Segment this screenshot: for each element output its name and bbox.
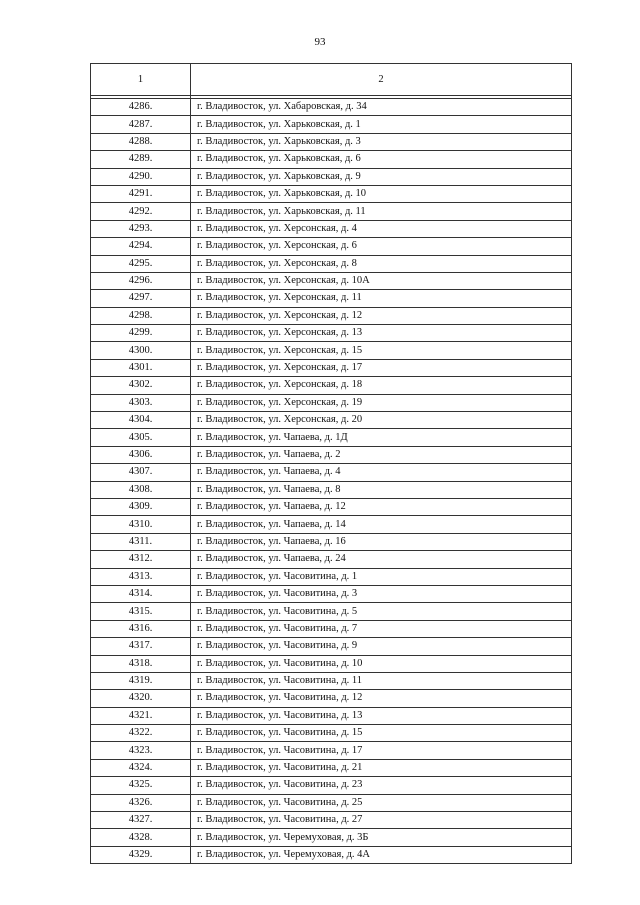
row-number-cell: 4287. — [91, 116, 191, 133]
address-cell: г. Владивосток, ул. Черемуховая, д. 4А — [191, 846, 572, 863]
table-row — [91, 290, 572, 307]
row-number-cell: 4300. — [91, 342, 191, 359]
table-row — [91, 325, 572, 342]
table-row — [91, 638, 572, 655]
column-header-address: 2 — [191, 64, 572, 96]
address-cell: г. Владивосток, ул. Херсонская, д. 20 — [191, 412, 572, 429]
row-number-cell: 4301. — [91, 359, 191, 376]
address-cell: г. Владивосток, ул. Чапаева, д. 16 — [191, 533, 572, 550]
table-body — [91, 96, 572, 864]
row-number-cell: 4297. — [91, 290, 191, 307]
table-row — [91, 203, 572, 220]
address-cell: г. Владивосток, ул. Херсонская, д. 15 — [191, 342, 572, 359]
address-table — [90, 63, 572, 864]
address-cell: г. Владивосток, ул. Часовитина, д. 23 — [191, 777, 572, 794]
table-row — [91, 464, 572, 481]
address-cell: г. Владивосток, ул. Часовитина, д. 15 — [191, 725, 572, 742]
table-row — [91, 690, 572, 707]
table-row — [91, 99, 572, 116]
table-row — [91, 342, 572, 359]
address-cell: г. Владивосток, ул. Херсонская, д. 6 — [191, 238, 572, 255]
table-row — [91, 603, 572, 620]
address-cell: г. Владивосток, ул. Чапаева, д. 1Д — [191, 429, 572, 446]
address-cell: г. Владивосток, ул. Часовитина, д. 11 — [191, 672, 572, 689]
table-row — [91, 185, 572, 202]
row-number-cell: 4311. — [91, 533, 191, 550]
address-cell: г. Владивосток, ул. Черемуховая, д. 3Б — [191, 829, 572, 846]
table-row — [91, 516, 572, 533]
row-number-cell: 4307. — [91, 464, 191, 481]
table-row — [91, 725, 572, 742]
address-cell: г. Владивосток, ул. Херсонская, д. 12 — [191, 307, 572, 324]
table-row — [91, 168, 572, 185]
row-number-cell: 4323. — [91, 742, 191, 759]
address-cell: г. Владивосток, ул. Херсонская, д. 13 — [191, 325, 572, 342]
row-number-cell: 4289. — [91, 151, 191, 168]
table-row — [91, 846, 572, 863]
row-number-cell: 4305. — [91, 429, 191, 446]
row-number-cell: 4304. — [91, 412, 191, 429]
table-row — [91, 377, 572, 394]
address-cell: г. Владивосток, ул. Хабаровская, д. 34 — [191, 99, 572, 116]
table-row — [91, 777, 572, 794]
address-cell: г. Владивосток, ул. Чапаева, д. 24 — [191, 551, 572, 568]
address-cell: г. Владивосток, ул. Херсонская, д. 4 — [191, 220, 572, 237]
row-number-cell: 4298. — [91, 307, 191, 324]
row-number-cell: 4314. — [91, 585, 191, 602]
address-cell: г. Владивосток, ул. Чапаева, д. 12 — [191, 498, 572, 515]
row-number-cell: 4315. — [91, 603, 191, 620]
row-number-cell: 4293. — [91, 220, 191, 237]
row-number-cell: 4290. — [91, 168, 191, 185]
table-row — [91, 394, 572, 411]
table-row — [91, 829, 572, 846]
table-row — [91, 498, 572, 515]
row-number-cell: 4310. — [91, 516, 191, 533]
table-header-row — [91, 64, 572, 96]
table-row — [91, 151, 572, 168]
address-cell: г. Владивосток, ул. Херсонская, д. 10А — [191, 272, 572, 289]
table-row — [91, 742, 572, 759]
address-cell: г. Владивосток, ул. Часовитина, д. 25 — [191, 794, 572, 811]
row-number-cell: 4321. — [91, 707, 191, 724]
table-row — [91, 794, 572, 811]
address-cell: г. Владивосток, ул. Харьковская, д. 6 — [191, 151, 572, 168]
row-number-cell: 4326. — [91, 794, 191, 811]
row-number-cell: 4296. — [91, 272, 191, 289]
table-row — [91, 585, 572, 602]
address-cell: г. Владивосток, ул. Харьковская, д. 9 — [191, 168, 572, 185]
column-header-number: 1 — [91, 64, 191, 96]
address-cell: г. Владивосток, ул. Харьковская, д. 11 — [191, 203, 572, 220]
row-number-cell: 4294. — [91, 238, 191, 255]
address-cell: г. Владивосток, ул. Херсонская, д. 19 — [191, 394, 572, 411]
address-cell: г. Владивосток, ул. Часовитина, д. 9 — [191, 638, 572, 655]
table-row — [91, 533, 572, 550]
table-row — [91, 412, 572, 429]
address-cell: г. Владивосток, ул. Часовитина, д. 5 — [191, 603, 572, 620]
table-row — [91, 133, 572, 150]
table-row — [91, 255, 572, 272]
row-number-cell: 4319. — [91, 672, 191, 689]
row-number-cell: 4317. — [91, 638, 191, 655]
row-number-cell: 4318. — [91, 655, 191, 672]
row-number-cell: 4312. — [91, 551, 191, 568]
row-number-cell: 4316. — [91, 620, 191, 637]
address-cell: г. Владивосток, ул. Херсонская, д. 17 — [191, 359, 572, 376]
address-cell: г. Владивосток, ул. Часовитина, д. 13 — [191, 707, 572, 724]
row-number-cell: 4295. — [91, 255, 191, 272]
table-row — [91, 568, 572, 585]
row-number-cell: 4302. — [91, 377, 191, 394]
row-number-cell: 4325. — [91, 777, 191, 794]
table-row — [91, 429, 572, 446]
row-number-cell: 4288. — [91, 133, 191, 150]
table-row — [91, 707, 572, 724]
row-number-cell: 4306. — [91, 446, 191, 463]
table-row — [91, 238, 572, 255]
row-number-cell: 4299. — [91, 325, 191, 342]
address-cell: г. Владивосток, ул. Часовитина, д. 7 — [191, 620, 572, 637]
table-row — [91, 620, 572, 637]
address-cell: г. Владивосток, ул. Часовитина, д. 1 — [191, 568, 572, 585]
row-number-cell: 4303. — [91, 394, 191, 411]
address-cell: г. Владивосток, ул. Чапаева, д. 14 — [191, 516, 572, 533]
row-number-cell: 4322. — [91, 725, 191, 742]
table-row — [91, 481, 572, 498]
address-cell: г. Владивосток, ул. Чапаева, д. 8 — [191, 481, 572, 498]
address-cell: г. Владивосток, ул. Часовитина, д. 12 — [191, 690, 572, 707]
address-cell: г. Владивосток, ул. Харьковская, д. 10 — [191, 185, 572, 202]
table-row — [91, 359, 572, 376]
table-row — [91, 116, 572, 133]
row-number-cell: 4309. — [91, 498, 191, 515]
row-number-cell: 4324. — [91, 759, 191, 776]
table-row — [91, 272, 572, 289]
address-cell: г. Владивосток, ул. Харьковская, д. 3 — [191, 133, 572, 150]
address-cell: г. Владивосток, ул. Часовитина, д. 3 — [191, 585, 572, 602]
row-number-cell: 4313. — [91, 568, 191, 585]
address-cell: г. Владивосток, ул. Херсонская, д. 8 — [191, 255, 572, 272]
row-number-cell: 4286. — [91, 99, 191, 116]
address-cell: г. Владивосток, ул. Часовитина, д. 10 — [191, 655, 572, 672]
table-row — [91, 446, 572, 463]
address-cell: г. Владивосток, ул. Чапаева, д. 4 — [191, 464, 572, 481]
row-number-cell: 4329. — [91, 846, 191, 863]
address-cell: г. Владивосток, ул. Харьковская, д. 1 — [191, 116, 572, 133]
table-row — [91, 220, 572, 237]
address-cell: г. Владивосток, ул. Херсонская, д. 18 — [191, 377, 572, 394]
table-row — [91, 672, 572, 689]
table-row — [91, 759, 572, 776]
row-number-cell: 4327. — [91, 812, 191, 829]
table-row — [91, 551, 572, 568]
address-cell: г. Владивосток, ул. Херсонская, д. 11 — [191, 290, 572, 307]
address-cell: г. Владивосток, ул. Часовитина, д. 27 — [191, 812, 572, 829]
row-number-cell: 4320. — [91, 690, 191, 707]
row-number-cell: 4308. — [91, 481, 191, 498]
row-number-cell: 4291. — [91, 185, 191, 202]
row-number-cell: 4328. — [91, 829, 191, 846]
table-row — [91, 812, 572, 829]
address-cell: г. Владивосток, ул. Часовитина, д. 17 — [191, 742, 572, 759]
address-cell: г. Владивосток, ул. Чапаева, д. 2 — [191, 446, 572, 463]
address-cell: г. Владивосток, ул. Часовитина, д. 21 — [191, 759, 572, 776]
table-row — [91, 307, 572, 324]
table-row — [91, 655, 572, 672]
row-number-cell: 4292. — [91, 203, 191, 220]
page-number: 93 — [314, 36, 326, 48]
